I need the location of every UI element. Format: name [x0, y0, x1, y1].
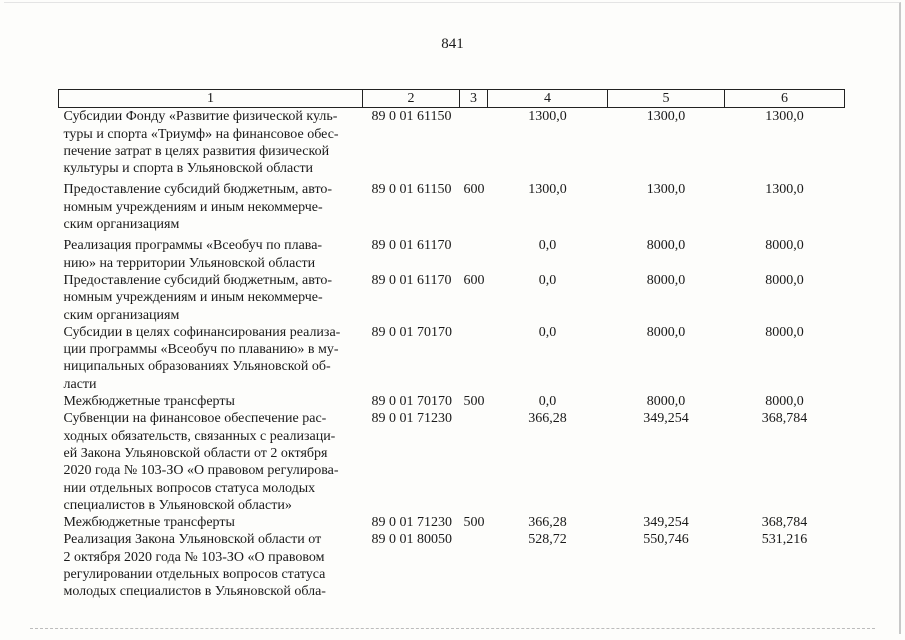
- row-type: [460, 108, 488, 182]
- row-description: [59, 324, 363, 393]
- row-code: 89 0 01 80050: [371, 532, 452, 548]
- header-col-2: 2: [363, 90, 460, 108]
- row-value-2021: 0,0: [538, 238, 557, 254]
- row-description: [59, 531, 363, 600]
- description-line: культуры и спорта в Ульяновской области: [63, 161, 314, 177]
- description-line: ским организациям: [63, 307, 180, 323]
- row-type: 500: [463, 515, 485, 531]
- row-value-2022: 1300,0: [646, 182, 686, 198]
- table-row: [59, 181, 845, 237]
- description-line: специалистов в Ульяновской области»: [63, 497, 292, 513]
- description-line: печение затрат в целях развития физической: [63, 143, 330, 159]
- row-value-2022: 8000,0: [646, 272, 686, 288]
- row-value-2023: 368,784: [761, 411, 808, 427]
- description-line: 2 октября 2020 года № 103-ЗО «О правовом: [63, 549, 325, 565]
- description-line: ции программы «Всеобуч по плаванию» в му-: [63, 342, 339, 358]
- row-value-2022: 8000,0: [646, 324, 686, 340]
- table-row: [59, 393, 845, 410]
- description-line: молодых специалистов в Ульяновской обла-: [63, 584, 326, 600]
- description-line: Межбюджетные трансферты: [63, 394, 235, 410]
- table-row: [59, 410, 845, 514]
- description-line: туры и спорта «Триумф» на финансовое обес-: [63, 126, 339, 142]
- header-col-3: 3: [460, 90, 488, 108]
- description-line: Межбюджетные трансферты: [63, 515, 235, 531]
- row-value-2022: 349,254: [643, 411, 689, 427]
- row-value-2022: 8000,0: [646, 238, 686, 254]
- row-value-2021: 0,0: [538, 324, 557, 340]
- row-type: 500: [463, 394, 485, 410]
- row-description: [59, 393, 363, 410]
- row-value-2022: 349,254: [643, 515, 689, 531]
- description-line: Субсидии в целях софинансирования реализа-: [63, 324, 341, 340]
- description-line: Реализация программы «Всеобуч по плава-: [63, 238, 323, 254]
- row-value-2023: 531,216: [761, 532, 808, 548]
- row-description: [59, 272, 363, 324]
- row-type: 600: [463, 272, 485, 288]
- row-value-2021: 528,72: [528, 532, 567, 548]
- table-row: [59, 237, 845, 272]
- description-line: Субвенции на финансовое обеспечение рас-: [63, 411, 327, 427]
- table-body: [59, 108, 845, 601]
- description-line: ниципальных образованиях Ульяновской об-: [63, 359, 331, 375]
- scan-edge: [30, 628, 875, 629]
- description-line: ей Закона Ульяновской области от 2 октября: [63, 445, 328, 461]
- row-value-2021: 0,0: [538, 272, 557, 288]
- description-line: Предоставление субсидий бюджетным, авто-: [63, 182, 333, 198]
- row-value-2022: 8000,0: [646, 394, 686, 410]
- row-value-2023: 8000,0: [765, 324, 804, 340]
- row-value-2022: 1300,0: [646, 109, 686, 125]
- row-type: [460, 410, 488, 514]
- row-description: [59, 237, 363, 272]
- row-description: [59, 108, 363, 182]
- row-value-2023: 8000,0: [765, 238, 804, 254]
- row-code: 89 0 01 61170: [371, 272, 452, 288]
- description-line: нию» на территории Ульяновской области: [63, 255, 316, 271]
- row-value-2021: 1300,0: [528, 109, 567, 125]
- description-line: регулировании отдельных вопросов статуса: [63, 567, 326, 583]
- row-code: 89 0 01 71230: [371, 411, 452, 427]
- description-line: 2020 года № 103-ЗО «О правовом регулирова-: [63, 463, 339, 479]
- row-type: 600: [463, 182, 485, 198]
- row-type: [460, 324, 488, 393]
- row-value-2022: 550,746: [643, 532, 689, 548]
- row-code: 89 0 01 71230: [371, 515, 452, 531]
- header-col-1: 1: [59, 90, 363, 108]
- description-line: номным учреждениям и иным некоммерче-: [63, 199, 323, 215]
- row-code: 89 0 01 70170: [371, 324, 452, 340]
- row-type: [460, 531, 488, 600]
- row-value-2023: 8000,0: [765, 272, 804, 288]
- description-line: ходных обязательств, связанных с реализаци-: [63, 428, 336, 444]
- description-line: нии отдельных вопросов статуса молодых: [63, 480, 316, 496]
- row-value-2023: 368,784: [761, 515, 808, 531]
- description-line: ским организациям: [63, 217, 180, 233]
- row-description: [59, 514, 363, 531]
- description-line: номным учреждениям и иным некоммерче-: [63, 290, 323, 306]
- header-col-5: 5: [608, 90, 725, 108]
- header-row: [59, 90, 845, 108]
- row-description: [59, 181, 363, 237]
- header-col-4: 4: [488, 90, 608, 108]
- row-description: [59, 410, 363, 514]
- table-row: [59, 108, 845, 182]
- row-code: 89 0 01 61150: [371, 109, 452, 125]
- row-code: 89 0 01 61170: [371, 238, 452, 254]
- row-code: 89 0 01 70170: [371, 394, 452, 410]
- row-code: 89 0 01 61150: [371, 182, 452, 198]
- row-value-2021: 0,0: [538, 394, 557, 410]
- row-value-2023: 1300,0: [765, 109, 804, 125]
- table-row: [59, 531, 845, 600]
- page-number: 841: [441, 36, 464, 52]
- row-type: [460, 237, 488, 272]
- description-line: Предоставление субсидий бюджетным, авто-: [63, 272, 333, 288]
- row-value-2021: 366,28: [528, 515, 567, 531]
- table-row: [59, 514, 845, 531]
- row-value-2021: 1300,0: [528, 182, 567, 198]
- table-row: [59, 324, 845, 393]
- row-value-2021: 366,28: [528, 411, 567, 427]
- row-value-2023: 1300,0: [765, 182, 804, 198]
- row-value-2023: 8000,0: [765, 394, 804, 410]
- table-row: [59, 272, 845, 324]
- description-line: Субсидии Фонду «Развитие физической куль-: [63, 109, 338, 125]
- budget-table: [58, 89, 845, 601]
- header-col-6: 6: [725, 90, 845, 108]
- description-line: ласти: [63, 376, 97, 392]
- description-line: Реализация Закона Ульяновской области от: [63, 532, 322, 548]
